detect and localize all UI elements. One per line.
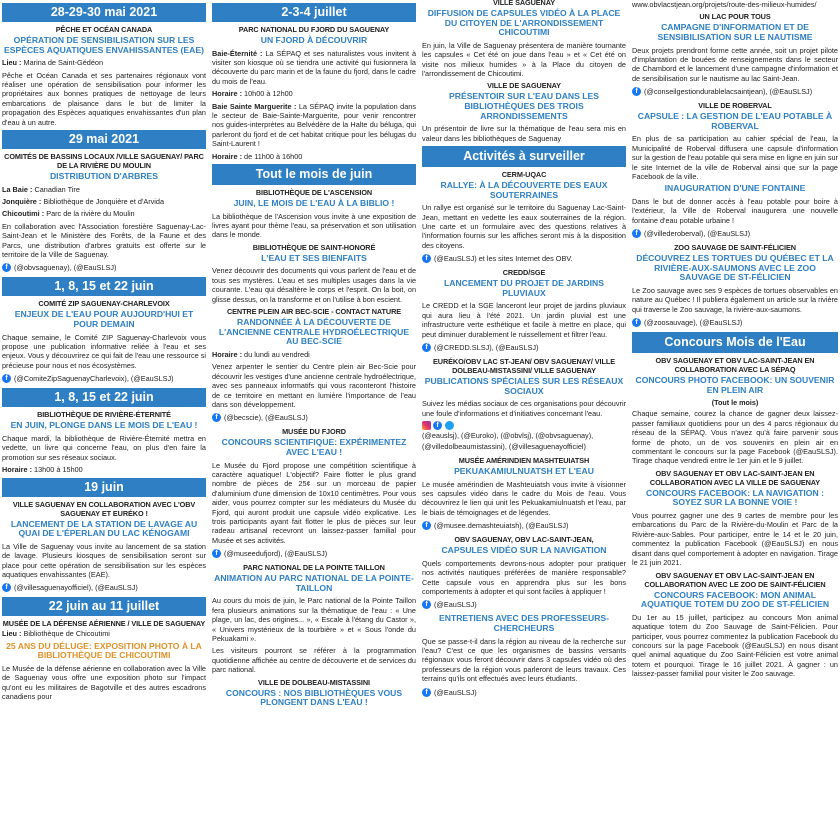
event-hours: Horaire : 10h00 à 12h00: [212, 89, 293, 99]
event-title: LANCEMENT DE LA STATION DE LAVAGE AU QUAI DE L'ÉPERLAN DU LAC KÉNOGAMI: [10, 518, 198, 539]
social-handles: f (@becscie), (@EauSLSJ): [212, 412, 416, 423]
organizer: OBV SAGUENAY, OBV LAC-SAINT-JEAN,: [454, 535, 594, 545]
social-handles: f (@EauSLSJ): [422, 599, 626, 610]
event-description: Le CREDD et la SGE lanceront leur projet de jardins pluviaux qui aura lieu à l'été 2021. Un jardin pluvial est une infrastructure verte esthétique et facile à mettre en place, qui peut diminuer durablement le ruissellement et filtrer l'eau.: [422, 301, 626, 339]
organizer: OBV SAGUENAY ET OBV LAC-SAINT-JEAN EN COLLABORATION AVEC LA VILLE DE SAGUENAY: [649, 468, 821, 487]
event-description: La bibliothèque de l'Ascension vous invite à une exposition de livres ayant pour thème l'eau, sa préservation et son utilisation dans le monde.: [212, 211, 416, 240]
social-handles: f (@EauSLSJ) et les sites Internet des OBV.: [422, 253, 626, 264]
instagram-icon: [422, 421, 431, 430]
event-description: Suivez les médias sociaux de ces organisations pour découvrir une foule d'informations et d'initiatives concernant l'eau.: [422, 399, 626, 418]
event-title: CAMPAGNE D'INFORMATION ET DE SENSIBILISATION SUR LE NAUTISME: [657, 22, 813, 42]
event-title: UN FJORD À DÉCOUVRIR: [260, 35, 368, 45]
event-description: En collaboration avec l'Association forestière Saguenay-Lac-Saint-Jean et le Ministère des Forêts, de la Faune et des Parcs, une distribution d'arbres gratuits est offerte sur le territoire de la Ville de Saguenay.: [2, 221, 206, 260]
section-band: Activités à surveiller: [422, 146, 626, 167]
event-title: LANCEMENT DU PROJET DE JARDINS PLUVIAUX: [444, 278, 604, 298]
event-title: CONCOURS FACEBOOK: LA NAVIGATION : SOYEZ SUR LA BONNE VOIE !: [646, 487, 824, 508]
event-title: RANDONNÉE À LA DÉCOUVERTE DE L'ANCIENNE CENTRALE HYDROÉLECTRIQUE AU BEC-SCIE: [218, 317, 410, 347]
event-location: Jonquière : Bibliothèque de Jonquière et d'Arvida: [2, 197, 165, 207]
event-description: Le Musée de la défense aérienne en collaboration avec la Ville de Saguenay vous offre une exposition photo sur l'impact qu'ont eu les militaires de Bagotville et des autres escadrons canadiens pour: [2, 663, 206, 702]
section-band: Concours Mois de l'Eau: [632, 332, 838, 353]
event-description: Pêche et Océan Canada et ses partenaires régionaux vont réaliser une opération de sensibilisation pour informer les propriétaires aux bonnes pratiques de nettoyage de leurs embarcations de plaisance dans le but de limiter la propagation des Espèces aquatiques envahissantes d'un plan d'eau à un autre.: [2, 70, 206, 127]
facebook-icon: f: [422, 688, 431, 697]
event-location: Lieu : Marina de Saint-Gédéon: [2, 58, 104, 68]
facebook-icon: f: [632, 87, 641, 96]
twitter-icon: [445, 421, 454, 430]
date-band: 1, 8, 15 et 22 juin: [2, 277, 206, 296]
organizer: CERM-UQAC: [501, 170, 547, 179]
event-hours: Horaire : 13h00 à 15h00: [2, 465, 83, 475]
event-description: En juin, la Ville de Saguenay présentera de manière tournante les capsules « Cet été on joue dans l'eau » et « Cet été on visite nos milieux humides » à la Place du citoyen de l'arrondissement de Chicoutimi.: [422, 40, 626, 78]
date-band: 2-3-4 juillet: [212, 3, 416, 22]
event-title: PEKUAKAMIULNUATSH ET L'EAU: [454, 466, 594, 477]
organizer: PARC NATIONAL DE LA POINTE TAILLON: [243, 563, 385, 573]
event-description: Baie-Éternité : La SÉPAQ et ses naturalistes vous invitent à visiter son kiosque où se tiendra une activité qui fusionnera la découverte du parc marin et de la faune du fjord, dans le cadre du mois de l'eau.: [212, 48, 416, 86]
facebook-icon: f: [212, 413, 221, 422]
facebook-icon: f: [433, 421, 442, 430]
social-handles: f (@obvsaguenay), (@EauSLSJ): [2, 262, 206, 273]
organizer: VILLE DE ROBERVAL: [698, 101, 772, 111]
organizer: VILLE SAGUENAY EN COLLABORATION AVEC L'OBV SAGUENAY ET EURÉKO !: [12, 499, 196, 518]
event-title: RALLYE: À LA DÉCOUVERTE DES EAUX SOUTERRAINES: [440, 180, 608, 200]
organizer: MUSÉE DU FJORD: [282, 427, 346, 437]
event-title: DIFFUSION DE CAPSULES VIDÉO À LA PLACE DU CITOYEN DE L'ARRONDISSEMENT CHICOUTIMI: [427, 8, 621, 38]
facebook-icon: f: [422, 343, 431, 352]
organizer: MUSÉE DE LA DÉFENSE AÉRIENNE / VILLE DE SAGUENAY: [2, 619, 206, 629]
event-description: Chaque semaine, courez la chance de gagner deux laissez-passer familiaux quotidiens pour un des 4 parcs régionaux du réseau de la SÉPAQ. Vous n'avez qu'à faire parvenir sous forme de photo, un de vos souvenirs en plein air en commentant le concours sur la page Facebook (@EauSLSJ). Tirage chaque vendredi entre le 1er juin et le 9 juillet.: [632, 409, 838, 466]
event-title: EN JUIN, PLONGE DANS LE MOIS DE L'EAU !: [10, 420, 198, 431]
event-title: OPÉRATION DE SENSIBILISATION SUR LES ESPÈCES AQUATIQUES ENVAHISSANTES (EAE): [4, 35, 204, 55]
event-description: Que se passe-t-il dans la région au niveau de la recherche sur l'eau? C'est ce que les organismes de bassins versants régionaux vous feront découvrir dans 3 capsules vidéo où des professeurs de la région vous parleront de leurs travaux. Ces terrains qu'ils ont effectués avec leurs étudiants.: [422, 636, 626, 684]
event-title: CONCOURS PHOTO FACEBOOK: UN SOUVENIR EN PLEIN AIR: [635, 375, 835, 395]
facebook-icon: f: [632, 229, 641, 238]
facebook-icon: f: [2, 583, 11, 592]
facebook-icon: f: [2, 374, 11, 383]
event-description: Venez découvrir des documents qui vous parlent de l'eau et de tous ses mystères. L'eau et ses multiples usages dans la vie courante. L'eau qui désaltère le corps et l'esprit. On la boit, on glisse dessus, on la transforme et on l'utilise à bon escient.: [212, 266, 416, 304]
organizer: VILLE SAGUENAY: [493, 0, 555, 7]
organizer: ZOO SAUVAGE DE SAINT-FÉLICIEN: [674, 243, 796, 253]
social-handles: f (@zoosauvage), (@EauSLSJ): [632, 317, 838, 328]
date-band: 1, 8, 15 et 22 juin: [2, 388, 206, 407]
event-description: Baie Sainte Marguerite : La SÉPAQ invite la population dans le secteur de Baie-Sainte-Marguerite, pour venir rencontrer nos guides-interprètes au Belvédère de la Halte du béluga, qui parleront du fjord et de cet habitat critique pour les bélugas du Saint-Laurent !: [212, 101, 416, 149]
organizer: UN LAC POUR TOUS: [699, 12, 771, 22]
event-title: PRÉSENTOIR SUR L'EAU DANS LES BIBLIOTHÈQUES DES TROIS ARRONDISSEMENTS: [449, 91, 599, 121]
organizer: BIBLIOTHÈQUE DE L'ASCENSION: [255, 188, 373, 198]
organizer: VILLE DE SAGUENAY: [487, 81, 561, 91]
event-description: Du 1er au 15 juillet, participez au concours Mon animal aquatique totem du Zoo Sauvage de Saint-Félicien. Pour participer, vous pourrez commentez la publication Facebook du concours sur la page Facebook (@EauSLSJ) en nous disant quel animal aquatique du Zoo Saint-Félicien est votre animal totem et pourquoi. Tirage le 16 juillet 2021. À gagner : un laissez-passer familial pour visiter le Zoo sauvage.: [632, 612, 838, 679]
event-title: CONCOURS FACEBOOK: MON ANIMAL AQUATIQUE TOTEM DU ZOO DE ST-FÉLICIEN: [640, 589, 830, 610]
social-handles: f (@conseilgestiondurablelacsaintjean), (@EauSLSJ): [632, 86, 838, 97]
organizer: PARC NATIONAL DU FJORD DU SAGUENAY: [238, 25, 390, 34]
event-description: Au cours du mois de juin, le Parc national de la Pointe Taillon fera plusieurs animations sur la thématique de l'eau : « Une plage, un lac, des origines... », « Escale à l'étang du Castor », « Univers mystérieux de la tourbière » et « Sous l'onde du Pekuakami ».: [212, 596, 416, 643]
event-description: Venez arpenter le sentier du Centre plein air Bec-Scie pour découvrir les vestiges d'une ancienne centrale hydroélectrique, avec ses panneaux informatifs qui vous raconteront l'histoire de ce territoire en mettant en lumière l'importance de l'eau dans son développement.: [212, 362, 416, 409]
facebook-icon: f: [212, 549, 221, 558]
event-location: La Baie : Canadian Tire: [2, 184, 80, 194]
event-description: Un rallye est organisé sur le territoire du Saguenay Lac-Saint-Jean, mettant en vedette les eaux souterraines de la région. Une carte et un formulaire avec des questions relatives à l'information fournis sur les affiches seront mis à la disposition des citoyens.: [422, 203, 626, 250]
organizer: EURÉKO/OBV LAC ST-JEAN/ OBV SAGUENAY/ VILLE DOLBEAU-MISTASSINI/ VILLE SAGUENAY: [433, 357, 615, 376]
event-title: JUIN, LE MOIS DE L'EAU À LA BIBLIO !: [233, 198, 395, 209]
event-location: Lieu : Bibliothèque de Chicoutimi: [2, 629, 110, 639]
section-band: Tout le mois de juin: [212, 164, 416, 185]
event-description: Le Zoo sauvage avec ses 9 espèces de tortues observables en nature au Québec ! Il publiera également un article sur la rivière qui traverse le Zoo sauvage, la rivière-aux-saumons.: [632, 286, 838, 314]
event-description: Chaque semaine, le Comité ZIP Saguenay-Charlevoix vous propose une publication informative reliée à l'eau et ses enjeux. Vous y découvrirez ce qui fait de l'eau une ressource si précieuse pour nous et nos écosystèmes.: [2, 332, 206, 370]
organizer: COMITÉS DE BASSINS LOCAUX /VILLE SAGUENAY/ PARC DE LA RIVIÈRE DU MOULIN: [4, 152, 204, 171]
event-title: DISTRIBUTION D'ARBRES: [49, 171, 159, 182]
organizer: OBV SAGUENAY ET OBV LAC-SAINT-JEAN EN COLLABORATION AVEC LE ZOO DE SAINT-FÉLICIEN: [644, 570, 826, 589]
event-title: ANIMATION AU PARC NATIONAL DE LA POINTE-TAILLON: [214, 573, 414, 593]
social-handles: f (@villesaguenayofficiel), (@EauSLSJ): [2, 582, 206, 593]
date-band: 19 juin: [2, 478, 206, 497]
event-description: Chaque mardi, la bibliothèque de Rivière-Éternité mettra en vedette, un livre qui concerne l'eau, on plus d'en faire la promotion sur ses réseaux sociaux.: [2, 433, 206, 462]
event-hours: Horaire : de 11h00 à 16h00: [212, 151, 303, 161]
event-title: CAPSULES VIDÉO SUR LA NAVIGATION: [441, 545, 607, 556]
date-band: 28-29-30 mai 2021: [2, 3, 206, 22]
event-title: CONCOURS SCIENTIFIQUE: EXPÉRIMENTEZ AVEC L'EAU !: [221, 437, 407, 457]
facebook-icon: f: [422, 521, 431, 530]
event-description: Deux projets prendront forme cette année, soit un projet pilote d'implantation de bouées de renseignements dans le secteur de Chambord et le lancement d'une campagne d'information et de sensibilisation sur le nautisme au lac Saint-Jean.: [632, 45, 838, 83]
event-location: Chicoutimi : Parc de la rivière du Moulin: [2, 209, 135, 219]
event-description: Vous pourrez gagner une des 9 cartes de membre pour les embarcations du Parc de la Rivière-du-Moulin et Parc de la Rivière-aux-Sables. Pour participer, entre le 14 et le 20 juin, commentez la publication Facebook (@EauSLSJ) en nous disant dans quel comportement à adopter en navigation. Tirage le 21 juin 2021.: [632, 511, 838, 568]
organizer: BIBLIOTHÈQUE DE RIVIÈRE-ÉTERNITÉ: [37, 410, 171, 420]
column-4: [632, 0, 838, 840]
column-3: [422, 0, 626, 840]
event-description: La Ville de Saguenay vous invite au lancement de sa station de lavage. Plusieurs kiosques de sensibilisation seront sur place pour cette opération de sensibilisation sur les espèces aquatiques envahissantes (EAE).: [2, 541, 206, 579]
event-title: ENTRETIENS AVEC DES PROFESSEURS-CHERCHEURS: [439, 613, 609, 634]
organizer: CENTRE PLEIN AIR BEC-SCIE - CONTACT NATURE: [226, 307, 402, 317]
event-description: En plus de sa participation au cahier spécial de l'eau, la Municipalité de Roberval diffusera une capsule d'information sur la gestion de l'eau potable qui sera mise en ligne en juin sur le site Internet de la ville de Roberval ainsi que sur la page Facebook de la ville.: [632, 134, 838, 182]
event-hours: Horaire : du lundi au vendredi: [212, 349, 310, 359]
event-description: Quels comportements devrons-nous adopter pour pratiquer nos activités nautiques préférées de manière responsable? Cette capsule vous en apprendra plus sur les bons comportements à adopter et qui sont faciles à appliquer !: [422, 558, 626, 597]
facebook-icon: f: [422, 254, 431, 263]
event-period: (Tout le mois): [711, 398, 759, 408]
event-title: INAUGURATION D'UNE FONTAINE: [664, 183, 806, 194]
social-handles: f (@museedufjord), (@EauSLSJ): [212, 548, 416, 559]
facebook-icon: f: [632, 318, 641, 327]
event-title: ENJEUX DE L'EAU POUR AUJOURD'HUI ET POUR DEMAIN: [14, 309, 194, 330]
column-1: [2, 0, 206, 840]
social-handles: f (@CREDD.SLSJ), (@EauSLSJ): [422, 342, 626, 353]
website-link[interactable]: www.obvlacstjean.org/projets/route-des-milieux-humides/: [632, 0, 817, 9]
event-title: DÉCOUVREZ LES TORTUES DU QUÉBEC ET LA RIVIÈRE-AUX-SAUMONS AVEC LE ZOO SAUVAGE DE ST-FÉLICIEN: [636, 253, 834, 283]
organizer: OBV SAGUENAY ET OBV LAC-SAINT-JEAN EN COLLABORATION AVEC LA SÉPAQ: [655, 356, 815, 375]
event-title: PUBLICATIONS SPÉCIALES SUR LES RÉSEAUX SOCIAUX: [424, 376, 624, 396]
event-description: Le Musée du Fjord propose une compétition scientifique à caractère aquatique! L'objectif? Faire flotter le plus grand nombre de pièces de 25¢ sur un morceau de papier d'aluminium d'une dimension de 10x10 centimètres. Pour vous aider, vous pourrez compter sur les médiateurs du Musée du Fjord, qui auront produit une capsule vidéo explicative. Les trois participants ayant fait flotter le plus de pièces sur leur radeau artisanal recevront un laissez-passer familial pour Musée et ses activités.: [212, 460, 416, 545]
organizer: VILLE DE DOLBEAU-MISTASSINI: [258, 677, 370, 687]
event-title: CAPSULE : LA GESTION DE L'EAU POTABLE À ROBERVAL: [637, 111, 833, 131]
event-description: Les visiteurs pourront se référer à la programmation quotidienne affichée au centre de découverte et de services du parc national.: [212, 646, 416, 675]
event-title: CONCOURS : NOS BIBLIOTHÈQUES VOUS PLONGENT DANS L'EAU !: [225, 687, 403, 708]
date-band: 29 mai 2021: [2, 130, 206, 149]
event-title: 25 ANS DU DÉLUGE: EXPOSITION PHOTO À LA BIBLIOTHÈQUE DE CHICOUTIMI: [6, 640, 202, 661]
column-2: [212, 0, 416, 840]
organizer: PÊCHE ET OCÉAN CANADA: [55, 25, 153, 34]
event-description: Dans le but de donner accès à l'eau potable pour boire à l'extérieur, la Ville de Roberval inaugurera une nouvelle fontaine d'eau potable urbaine !: [632, 197, 838, 225]
facebook-icon: f: [422, 600, 431, 609]
organizer: MUSÉE AMÉRINDIEN MASHTEUIATSH: [458, 456, 590, 466]
event-title: L'EAU ET SES BIENFAITS: [261, 252, 367, 263]
organizer: CREDD/SGE: [502, 268, 546, 278]
social-handles: f (@musee.demashteuiatsh), (@EauSLSJ): [422, 520, 626, 531]
event-description: Le musée amérindien de Mashteuiatsh vous invite à visionner ses capsules vidéo dans le cadre du Mois de l'eau. Vous découvrirez le lien qui unit les Pekuakamiulnuatsh et l'eau, par le biais de témoignages et de légendes.: [422, 479, 626, 517]
social-handles: f (@EauSLSJ): [422, 687, 626, 698]
date-band: 22 juin au 11 juillet: [2, 597, 206, 616]
social-handles: f (@ComiteZipSaguenayCharlevoix), (@EauSLSJ): [2, 373, 206, 384]
organizer: COMITÉ ZIP SAGUENAY-CHARLEVOIX: [38, 299, 170, 309]
social-handles: f (@eauslsj), (@Euroko), (@obvlsj), (@obvsaguenay), (@villedolbeaumistassini), (@villesaguenayofficiel): [422, 422, 594, 452]
social-handles: f (@villederoberval), (@EauSLSJ): [632, 228, 838, 239]
organizer: BIBLIOTHÈQUE DE SAINT-HONORÉ: [252, 242, 376, 252]
facebook-icon: f: [2, 263, 11, 272]
event-description: Un présentoir de livre sur la thématique de l'eau sera mis en valeur dans les bibliothèques de Saguenay: [422, 124, 626, 143]
